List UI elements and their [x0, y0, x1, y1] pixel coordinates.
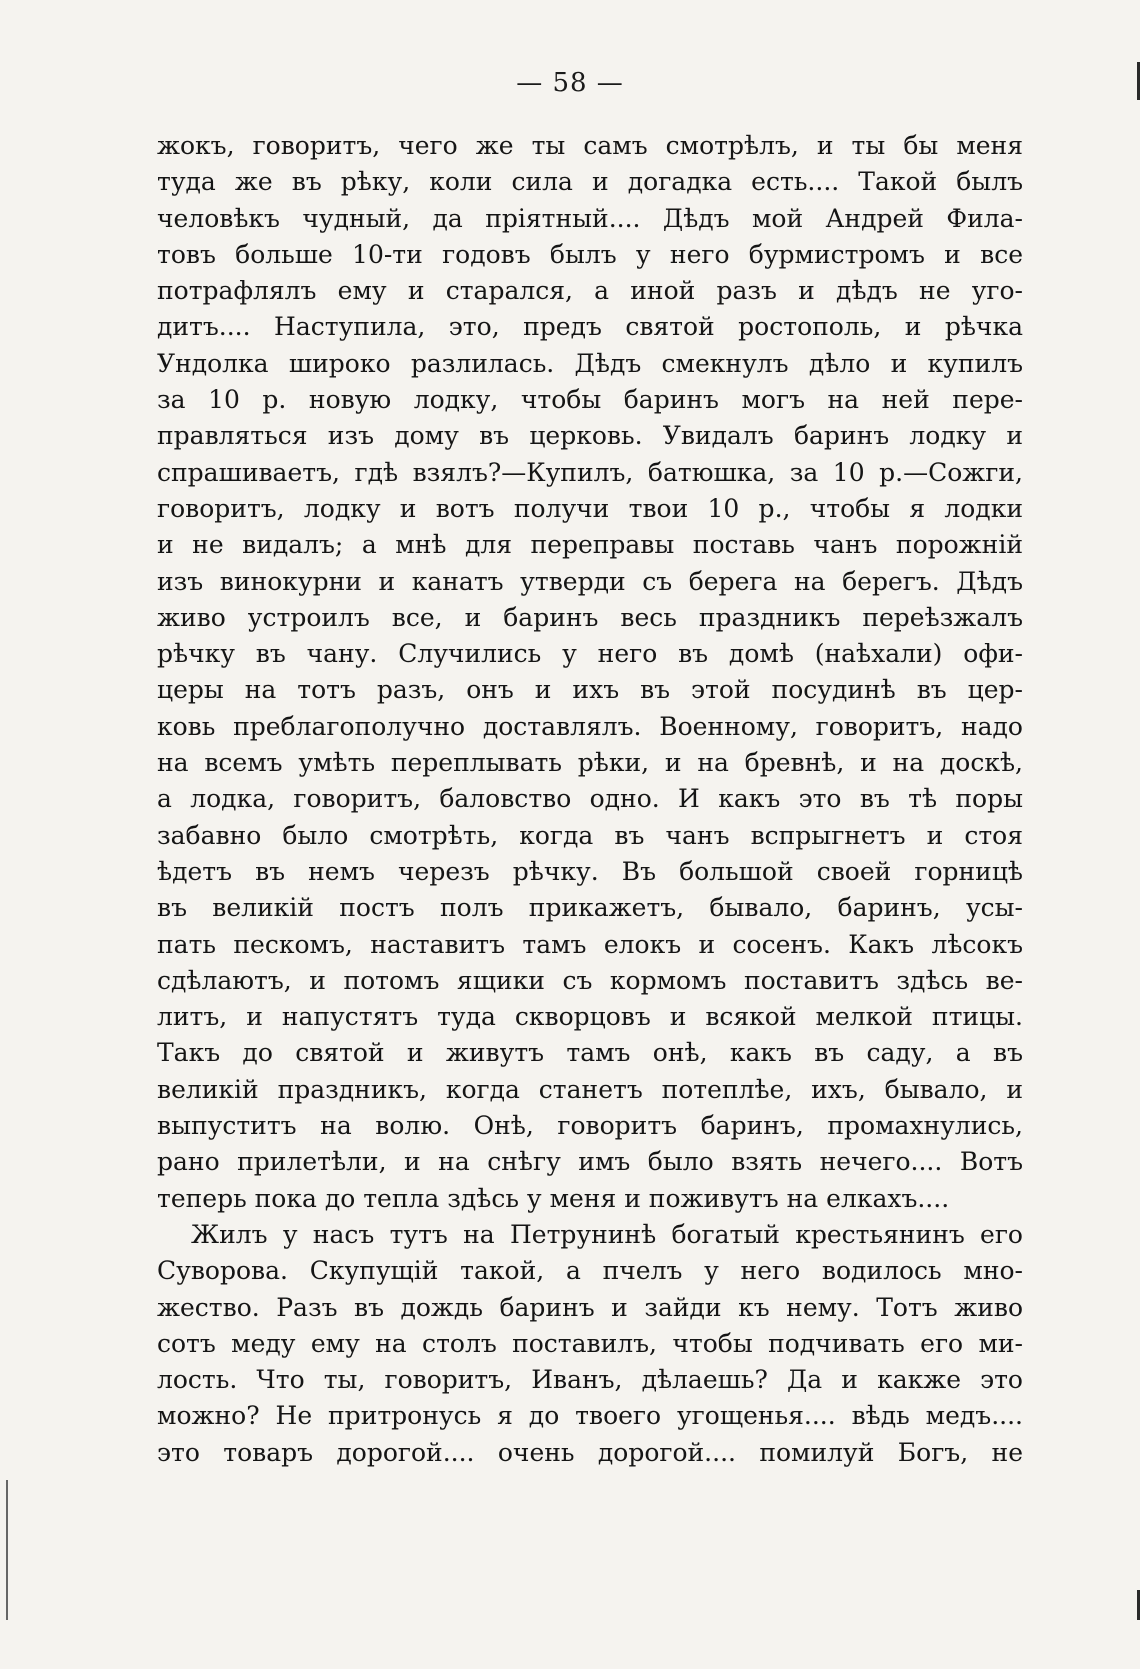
page-number: — 58 —: [516, 68, 624, 98]
text-line: Суворова. Скупущій такой, а пчелъ у него водилось мно-: [157, 1256, 1023, 1286]
text-line: и не видалъ; а мнѣ для переправы поставь чанъ порожній: [157, 530, 1023, 560]
text-line: сдѣлаютъ, и потомъ ящики съ кормомъ поставитъ здѣсь ве-: [157, 965, 1023, 995]
text-line: жокъ, говоритъ, чего же ты самъ смотрѣлъ, и ты бы меня: [157, 131, 1023, 160]
text-line: сотъ меду ему на столъ поставилъ, чтобы подчивать его ми-: [157, 1328, 1023, 1358]
text-line: церы на тотъ разъ, онъ и ихъ въ этой посудинѣ въ цер-: [157, 675, 1023, 705]
text-line: живо устроилъ все, и баринъ весь праздникъ переѣзжалъ: [157, 602, 1023, 632]
text-line: товъ больше 10-ти годовъ былъ у него бурмистромъ и все: [157, 239, 1023, 269]
text-line: дитъ.... Наступила, это, предъ святой ростополь, и рѣчка: [157, 312, 1023, 342]
text-line: ѣдетъ въ немъ черезъ рѣчку. Въ большой своей горницѣ: [157, 856, 1023, 886]
text-line: можно? Не притронусь я до твоего угощенья.... вѣдь медъ....: [157, 1401, 1023, 1431]
text-line: потрафлялъ ему и старался, а иной разъ и дѣдъ не уго-: [157, 276, 1023, 306]
text-line: Ундолка широко разлилась. Дѣдъ смекнулъ дѣло и купилъ: [157, 348, 1023, 378]
text-line: великій праздникъ, когда станетъ потеплѣе, ихъ, бывало, и: [157, 1074, 1023, 1104]
text-line: теперь пока до тепла здѣсь у меня и поживутъ на елкахъ....: [157, 1183, 950, 1213]
text-line: въ великій постъ полъ прикажетъ, бывало, баринъ, усы-: [157, 893, 1023, 923]
text-line: рѣчку въ чану. Случились у него въ домѣ (наѣхали) офи-: [157, 639, 1023, 669]
text-line: жество. Разъ въ дождь баринъ и зайди къ нему. Тотъ живо: [157, 1292, 1023, 1322]
text-line: литъ, и напустятъ туда скворцовъ и всякой мелкой птицы.: [157, 1002, 1023, 1032]
text-line: на всемъ умѣть переплывать рѣки, и на бревнѣ, и на доскѣ,: [157, 748, 1023, 778]
text-line: Такъ до святой и живутъ тамъ онѣ, какъ въ саду, а въ: [157, 1038, 1023, 1068]
text-line: это товаръ дорогой.... очень дорогой.... помилуй Богъ, не: [157, 1437, 1023, 1467]
text-line: пать пескомъ, наставитъ тамъ елокъ и сосенъ. Какъ лѣсокъ: [157, 929, 1023, 959]
text-line: за 10 р. новую лодку, чтобы баринъ могъ на ней пере-: [157, 385, 1023, 415]
scan-edge-mark: [6, 1480, 8, 1620]
text-line: ковь преблагополучно доставлялъ. Военному, говоритъ, надо: [157, 711, 1023, 741]
text-line: говоритъ, лодку и вотъ получи твои 10 р., чтобы я лодки: [157, 493, 1023, 523]
text-line: правляться изъ дому въ церковь. Увидалъ баринъ лодку и: [157, 421, 1023, 451]
text-line: забавно было смотрѣть, когда въ чанъ вспрыгнетъ и стоя: [157, 820, 1023, 850]
text-line: рано прилетѣли, и на снѣгу имъ было взять нечего.... Вотъ: [157, 1147, 1023, 1177]
text-line: лость. Что ты, говоритъ, Иванъ, дѣлаешь? Да и какже это: [157, 1365, 1023, 1395]
text-line: Жилъ у насъ тутъ на Петрунинѣ богатый крестьянинъ его: [191, 1219, 1023, 1249]
body-text: [157, 128, 1023, 1471]
text-line: изъ винокурни и канатъ утверди съ берега на берегъ. Дѣдъ: [157, 566, 1023, 596]
text-line: туда же въ рѣку, коли сила и догадка есть.... Такой былъ: [157, 167, 1023, 197]
text-line: а лодка, говоритъ, баловство одно. И какъ это въ тѣ поры: [157, 784, 1023, 814]
text-line: спрашиваетъ, гдѣ взялъ?—Купилъ, батюшка, за 10 р.—Сожги,: [157, 457, 1023, 487]
text-line: человѣкъ чудный, да пріятный.... Дѣдъ мой Андрей Фила-: [157, 203, 1023, 233]
text-line: выпуститъ на волю. Онѣ, говоритъ баринъ, промахнулись,: [157, 1111, 1023, 1141]
